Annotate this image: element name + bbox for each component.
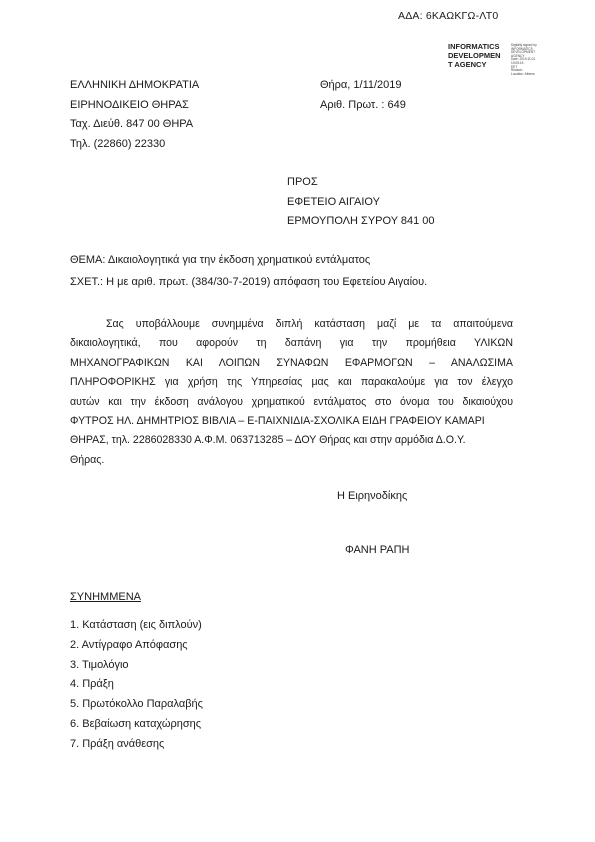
body-line: αυτών και την έκδοση ανάλογου χρηματικού εντάλματος στο όνομα του δικαιούχου bbox=[70, 395, 513, 408]
body-paragraph bbox=[70, 315, 513, 470]
document-date: Θήρα, 1/11/2019 bbox=[320, 79, 402, 91]
protocol-number: Αριθ. Πρωτ. : 649 bbox=[320, 98, 406, 111]
body-line: Θήρας. bbox=[70, 453, 105, 466]
stamp-title: INFORMATICS DEVELOPMEN T AGENCY bbox=[448, 42, 501, 69]
subject-line: ΘΕΜΑ: Δικαιολογητικά για την έκδοση χρηματικού εντάλματος bbox=[70, 254, 371, 266]
ada-code: ΑΔΑ: 6ΚΑΩΚΓΩ-ΛΤ0 bbox=[398, 10, 499, 22]
attachment-item: 1. Κατάσταση (εις διπλούν) bbox=[70, 619, 202, 631]
body-line: ΘΗΡΑΣ, τηλ. 2286028330 Α.Φ.Μ. 063713285 – ΔΟΥ Θήρας και στην αρμόδια Δ.Ο.Υ. bbox=[70, 434, 466, 447]
attachments-title: ΣΥΝΗΜΜΕΝΑ bbox=[70, 591, 141, 603]
attachment-item: 4. Πράξη bbox=[70, 678, 114, 691]
attachment-item: 7. Πράξη ανάθεσης bbox=[70, 737, 165, 750]
stamp-fine-print: Digitally signed by INFORMATICS DEVELOPMENT AGENCY Date: 2019.11.01 13:05:15 EET Reason: Location: Athens bbox=[511, 43, 537, 76]
attachment-item: 6. Βεβαίωση καταχώρησης bbox=[70, 717, 202, 730]
recipient-block bbox=[287, 173, 435, 232]
attachment-item: 3. Τιμολόγιο bbox=[70, 658, 129, 671]
recipient-name: ΕΦΕΤΕΙΟ ΑΙΓΑΙΟΥ bbox=[287, 195, 380, 208]
attachments-list bbox=[70, 616, 203, 755]
sender-address: Ταχ. Διεύθ. 847 00 ΘΗΡΑ bbox=[70, 118, 194, 130]
digital-signature-stamp bbox=[448, 42, 548, 76]
body-line: Σας υποβάλλουμε συνημμένα διπλή κατάσταση μαζί με τα απαιτούμενα bbox=[106, 318, 513, 330]
recipient-address: ΕΡΜΟΥΠΟΛΗ ΣΥΡΟΥ 841 00 bbox=[287, 215, 435, 227]
body-line: ΦΥΤΡΟΣ ΗΛ. ΔΗΜΗΤΡΙΟΣ ΒΙΒΛΙΑ – Ε-ΠΑΙΧΝΙΔΙΑ-ΣΧΟΛΙΚΑ ΕΙΔΗ ΓΡΑΦΕΙΟΥ ΚΑΜΑΡΙ bbox=[70, 415, 485, 428]
signature-role: Η Ειρηνοδίκης bbox=[337, 490, 408, 502]
document-meta bbox=[320, 76, 406, 115]
sender-phone: Τηλ. (22860) 22330 bbox=[70, 137, 166, 150]
body-line: δικαιολογητικά, που αφορούν τη δαπάνη για την προμήθεια ΥΛΙΚΩΝ bbox=[70, 337, 513, 350]
sender-court: ΕΙΡΗΝΟΔΙΚΕΙΟ ΘΗΡΑΣ bbox=[70, 98, 189, 111]
recipient-pros: ΠΡΟΣ bbox=[287, 176, 318, 188]
reference-line: ΣΧΕΤ.: Η με αριθ. πρωτ. (384/30-7-2019) απόφαση του Εφετείου Αιγαίου. bbox=[70, 276, 428, 288]
signature-name: ΦΑΝΗ ΡΑΠΗ bbox=[345, 544, 410, 556]
sender-block bbox=[70, 76, 199, 154]
attachment-item: 2. Αντίγραφο Απόφασης bbox=[70, 638, 188, 651]
sender-country: ΕΛΛΗΝΙΚΗ ΔΗΜΟΚΡΑΤΙΑ bbox=[70, 79, 200, 91]
body-line: ΜΗΧΑΝΟΓΡΑΦΙΚΩΝ ΚΑΙ ΛΟΙΠΩΝ ΣΥΝΑΦΩΝ ΕΦΑΡΜΟΓΩΝ – ΑΝΑΛΩΣΙΜΑ bbox=[70, 356, 513, 369]
attachment-item: 5. Πρωτόκολλο Παραλαβής bbox=[70, 698, 203, 711]
body-line: ΠΛΗΡΟΦΟΡΙΚΗΣ για χρήση της Υπηρεσίας μας και παρακαλούμε για τον έλεγχο bbox=[70, 376, 513, 389]
